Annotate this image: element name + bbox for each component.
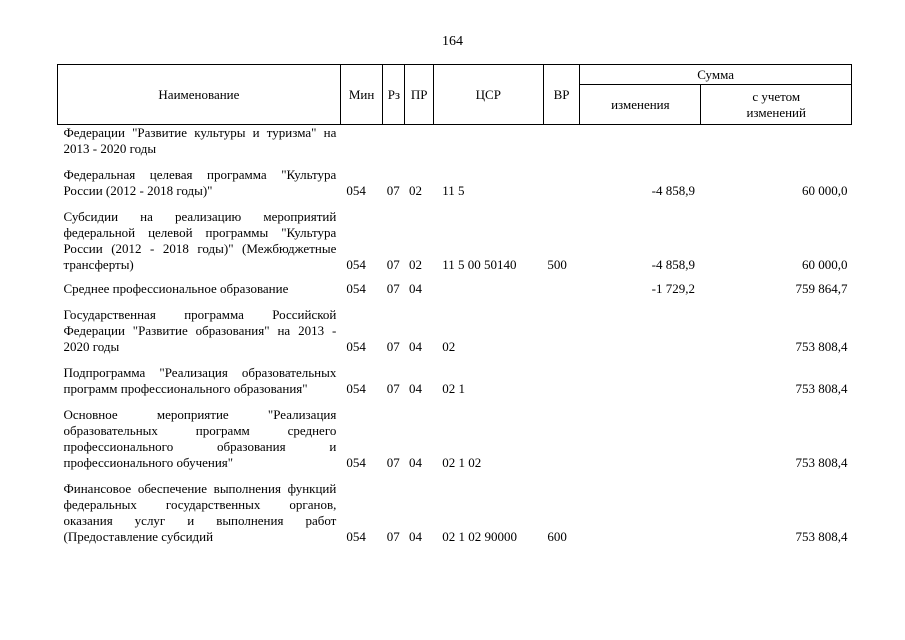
row-pr: 02 xyxy=(408,257,422,272)
row-change: -1 729,2 xyxy=(651,281,695,296)
header-total xyxy=(701,85,852,125)
row-name: Подпрограмма "Реализация образовательных программ профессионального образования" xyxy=(63,365,337,396)
row-csr: 02 1 xyxy=(442,381,466,396)
row-csr: 02 1 02 xyxy=(442,455,482,470)
header-csr: ЦСР xyxy=(433,65,543,125)
row-change: -4 858,9 xyxy=(651,183,695,198)
row-change xyxy=(580,481,701,545)
row-min xyxy=(340,125,382,158)
row-change xyxy=(580,365,701,397)
row-total: 60 000,0 xyxy=(802,183,848,198)
header-min: Мин xyxy=(340,65,382,125)
row-change xyxy=(580,307,701,355)
row-rz xyxy=(383,125,405,158)
row-total: 759 864,7 xyxy=(795,281,848,296)
table-row xyxy=(58,407,852,471)
row-min: 054 xyxy=(346,183,366,198)
row-change: -4 858,9 xyxy=(651,257,695,272)
header-total-line2: изменений xyxy=(746,104,806,120)
row-pr: 04 xyxy=(408,455,422,470)
row-total: 753 808,4 xyxy=(795,381,848,396)
row-vr xyxy=(543,125,579,158)
row-total: 753 808,4 xyxy=(795,455,848,470)
row-total: 753 808,4 xyxy=(795,339,848,354)
row-vr xyxy=(543,167,579,199)
row-vr xyxy=(543,307,579,355)
header-total-line1: с учетом xyxy=(752,88,801,104)
table-row xyxy=(58,209,852,273)
row-rz: 07 xyxy=(386,281,400,296)
table-row xyxy=(58,167,852,199)
row-csr: 11 5 xyxy=(442,183,465,198)
page-number: 164 xyxy=(442,34,463,49)
row-csr xyxy=(433,125,543,158)
table-row xyxy=(58,365,852,397)
row-name: Федеральная целевая программа "Культура России (2012 - 2018 годы)" xyxy=(63,167,337,198)
row-rz: 07 xyxy=(386,529,400,544)
header-pr: ПР xyxy=(405,65,433,125)
row-change xyxy=(580,407,701,471)
row-vr: 500 xyxy=(547,257,567,272)
header-rz: Рз xyxy=(383,65,405,125)
row-min: 054 xyxy=(346,381,366,396)
row-name: Финансовое обеспечение выполнения функций федеральных государственных органов, оказания услуг и выполнения работ (Предоставление субсидий xyxy=(63,481,337,544)
row-csr: 02 xyxy=(442,339,456,354)
row-change xyxy=(580,125,701,158)
row-pr: 04 xyxy=(408,281,422,296)
row-csr: 02 1 02 90000 xyxy=(442,529,518,544)
table-row xyxy=(58,125,852,158)
row-csr: 11 5 00 50140 xyxy=(442,257,517,272)
row-vr xyxy=(543,365,579,397)
row-min: 054 xyxy=(346,281,366,296)
row-total xyxy=(701,125,852,158)
row-total: 753 808,4 xyxy=(795,529,848,544)
row-min: 054 xyxy=(346,257,366,272)
row-pr: 04 xyxy=(408,339,422,354)
row-rz: 07 xyxy=(386,381,400,396)
row-rz: 07 xyxy=(386,183,400,198)
budget-table xyxy=(57,64,852,545)
table-row xyxy=(58,481,852,545)
row-pr: 04 xyxy=(408,529,422,544)
header-change: изменения xyxy=(580,85,701,125)
row-vr: 600 xyxy=(547,529,567,544)
header-sum: Сумма xyxy=(580,65,852,85)
row-vr xyxy=(543,407,579,471)
row-name: Государственная программа Российской Федерации "Развитие образования" на 2013 - 2020 годы xyxy=(63,307,337,354)
row-min: 054 xyxy=(346,529,366,544)
row-vr xyxy=(543,281,579,297)
row-rz: 07 xyxy=(386,257,400,272)
row-rz: 07 xyxy=(386,455,400,470)
row-name: Федерации "Развитие культуры и туризма" на 2013 - 2020 годы xyxy=(63,125,337,156)
row-pr: 04 xyxy=(408,381,422,396)
row-csr xyxy=(433,281,543,297)
table-row xyxy=(58,307,852,355)
header-name: Наименование xyxy=(58,65,341,125)
row-min: 054 xyxy=(346,455,366,470)
row-name: Основное мероприятие "Реализация образовательных программ среднего профессионального образования и профессионального обучения" xyxy=(63,407,337,470)
table-body xyxy=(58,125,852,546)
table-row xyxy=(58,281,852,297)
table-header xyxy=(58,65,852,125)
header-vr: ВР xyxy=(543,65,579,125)
row-total: 60 000,0 xyxy=(802,257,848,272)
row-rz: 07 xyxy=(386,339,400,354)
row-pr xyxy=(405,125,433,158)
row-name: Субсидии на реализацию мероприятий федеральной целевой программы "Культура России (2012 - 2018 годы)" (Межбюджетные трансферты) xyxy=(63,209,337,272)
row-pr: 02 xyxy=(408,183,422,198)
row-name: Среднее профессиональное образование xyxy=(63,281,289,296)
row-min: 054 xyxy=(346,339,366,354)
